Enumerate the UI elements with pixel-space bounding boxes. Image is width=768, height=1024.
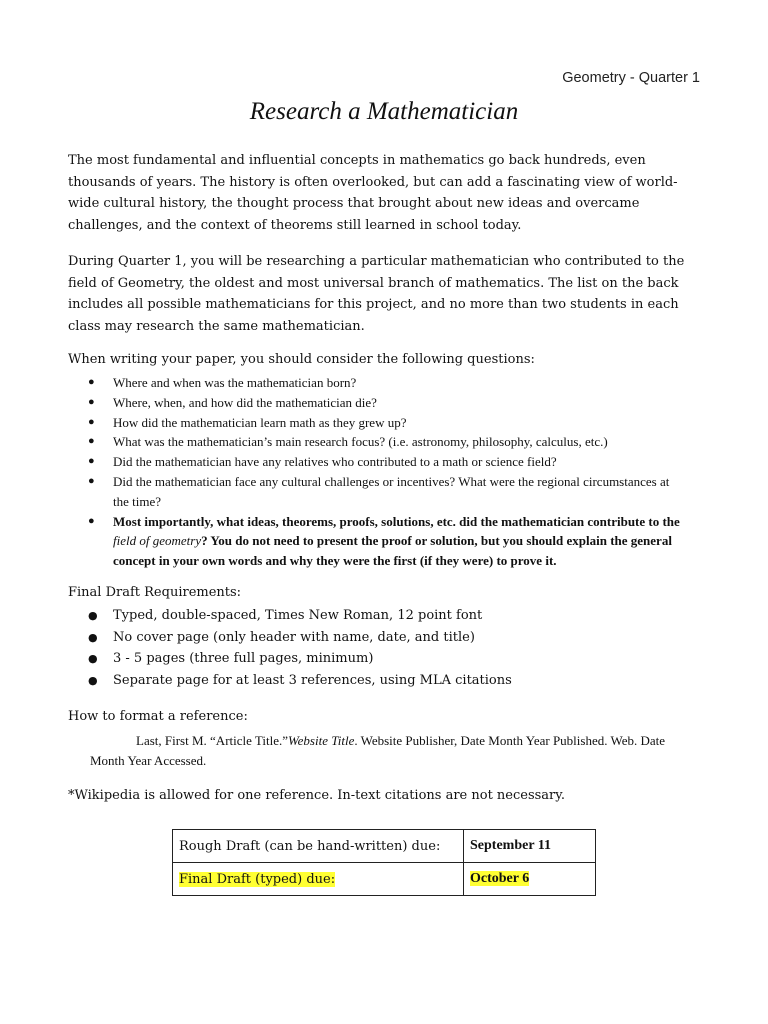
due-dates-table [172, 829, 596, 896]
reference-format-title: How to format a reference: [68, 709, 248, 724]
reference-example [90, 731, 700, 771]
list-item: ● Separate page for at least 3 references, using MLA citations [88, 670, 688, 692]
question-text: ? You do not need to present the proof or solution, but you should explain the general concept in your own words and why they were the first (if they were) to prove it. [113, 533, 672, 569]
questions-list [88, 373, 688, 571]
table-cell-label [173, 830, 464, 863]
list-item: ● No cover page (only header with name, date, and title) [88, 627, 688, 649]
question-text: , what ideas, theorems, proofs, solutions, etc. did the mathematician contribute to the [210, 513, 680, 529]
requirements-title: Final Draft Requirements: [68, 585, 242, 600]
field-of-geometry-phrase: field of geometry [113, 533, 202, 549]
list-item: ● What was the mathematician’s main research focus? (i.e. astronomy, philosophy, calculus, etc.) [88, 432, 688, 452]
requirements-list [88, 605, 688, 691]
intro-paragraph: The most fundamental and influential concepts in mathematics go back hundreds, even thousands of years. The history is often overlooked, but can add a fascinating view of world-wide cultural history, the thought process that brought about new ideas and overcame challenges, and the context of theorems still learned in school today. [68, 153, 678, 233]
website-title-italic: Website Title [288, 733, 355, 748]
list-item-most-important [88, 512, 688, 571]
list-item: ● Did the mathematician face any cultural challenges or incentives? What were the regional circumstances at the time? [88, 472, 688, 512]
list-item: ● Did the mathematician have any relatives who contributed to a math or science field? [88, 452, 688, 472]
list-item: ● Where and when was the mathematician born? [88, 373, 688, 393]
reference-part: . Website Publisher, Date Month Year Published. Web. Date Month Year Accessed. [90, 733, 666, 768]
quarter-paragraph: During Quarter 1, you will be researching a particular mathematician who contributed to the field of Geometry, the oldest and most universal branch of mathematics. The list on the back includes all possible mathematicians for this project, and no more than two students in each class may research the same mathematician. [68, 254, 685, 334]
due-date: September 11 [470, 838, 552, 853]
list-item: ● How did the mathematician learn math as they grew up? [88, 413, 688, 433]
wikipedia-note: *Wikipedia is allowed for one reference. In-text citations are not necessary. [68, 788, 566, 803]
table-row [173, 863, 596, 896]
reference-part: Last, First M. “Article Title.” [136, 733, 289, 748]
course-header: Geometry - Quarter 1 [562, 70, 700, 86]
questions-intro: When writing your paper, you should consider the following questions: [68, 352, 535, 367]
due-label: Rough Draft (can be hand-written) due: [179, 838, 441, 854]
due-label-highlighted: Final Draft (typed) due: [179, 871, 336, 887]
table-cell-date [464, 863, 596, 896]
page-title: Research a Mathematician [249, 98, 519, 125]
most-importantly-label: Most importantly [113, 513, 211, 529]
table-cell-date [464, 830, 596, 863]
list-item: ● 3 - 5 pages (three full pages, minimum) [88, 648, 688, 670]
list-item: ● Typed, double-spaced, Times New Roman, 12 point font [88, 605, 688, 627]
list-item: ● Where, when, and how did the mathematician die? [88, 393, 688, 413]
table-cell-label [173, 863, 464, 896]
table-row [173, 830, 596, 863]
due-date-highlighted: October 6 [470, 871, 530, 886]
